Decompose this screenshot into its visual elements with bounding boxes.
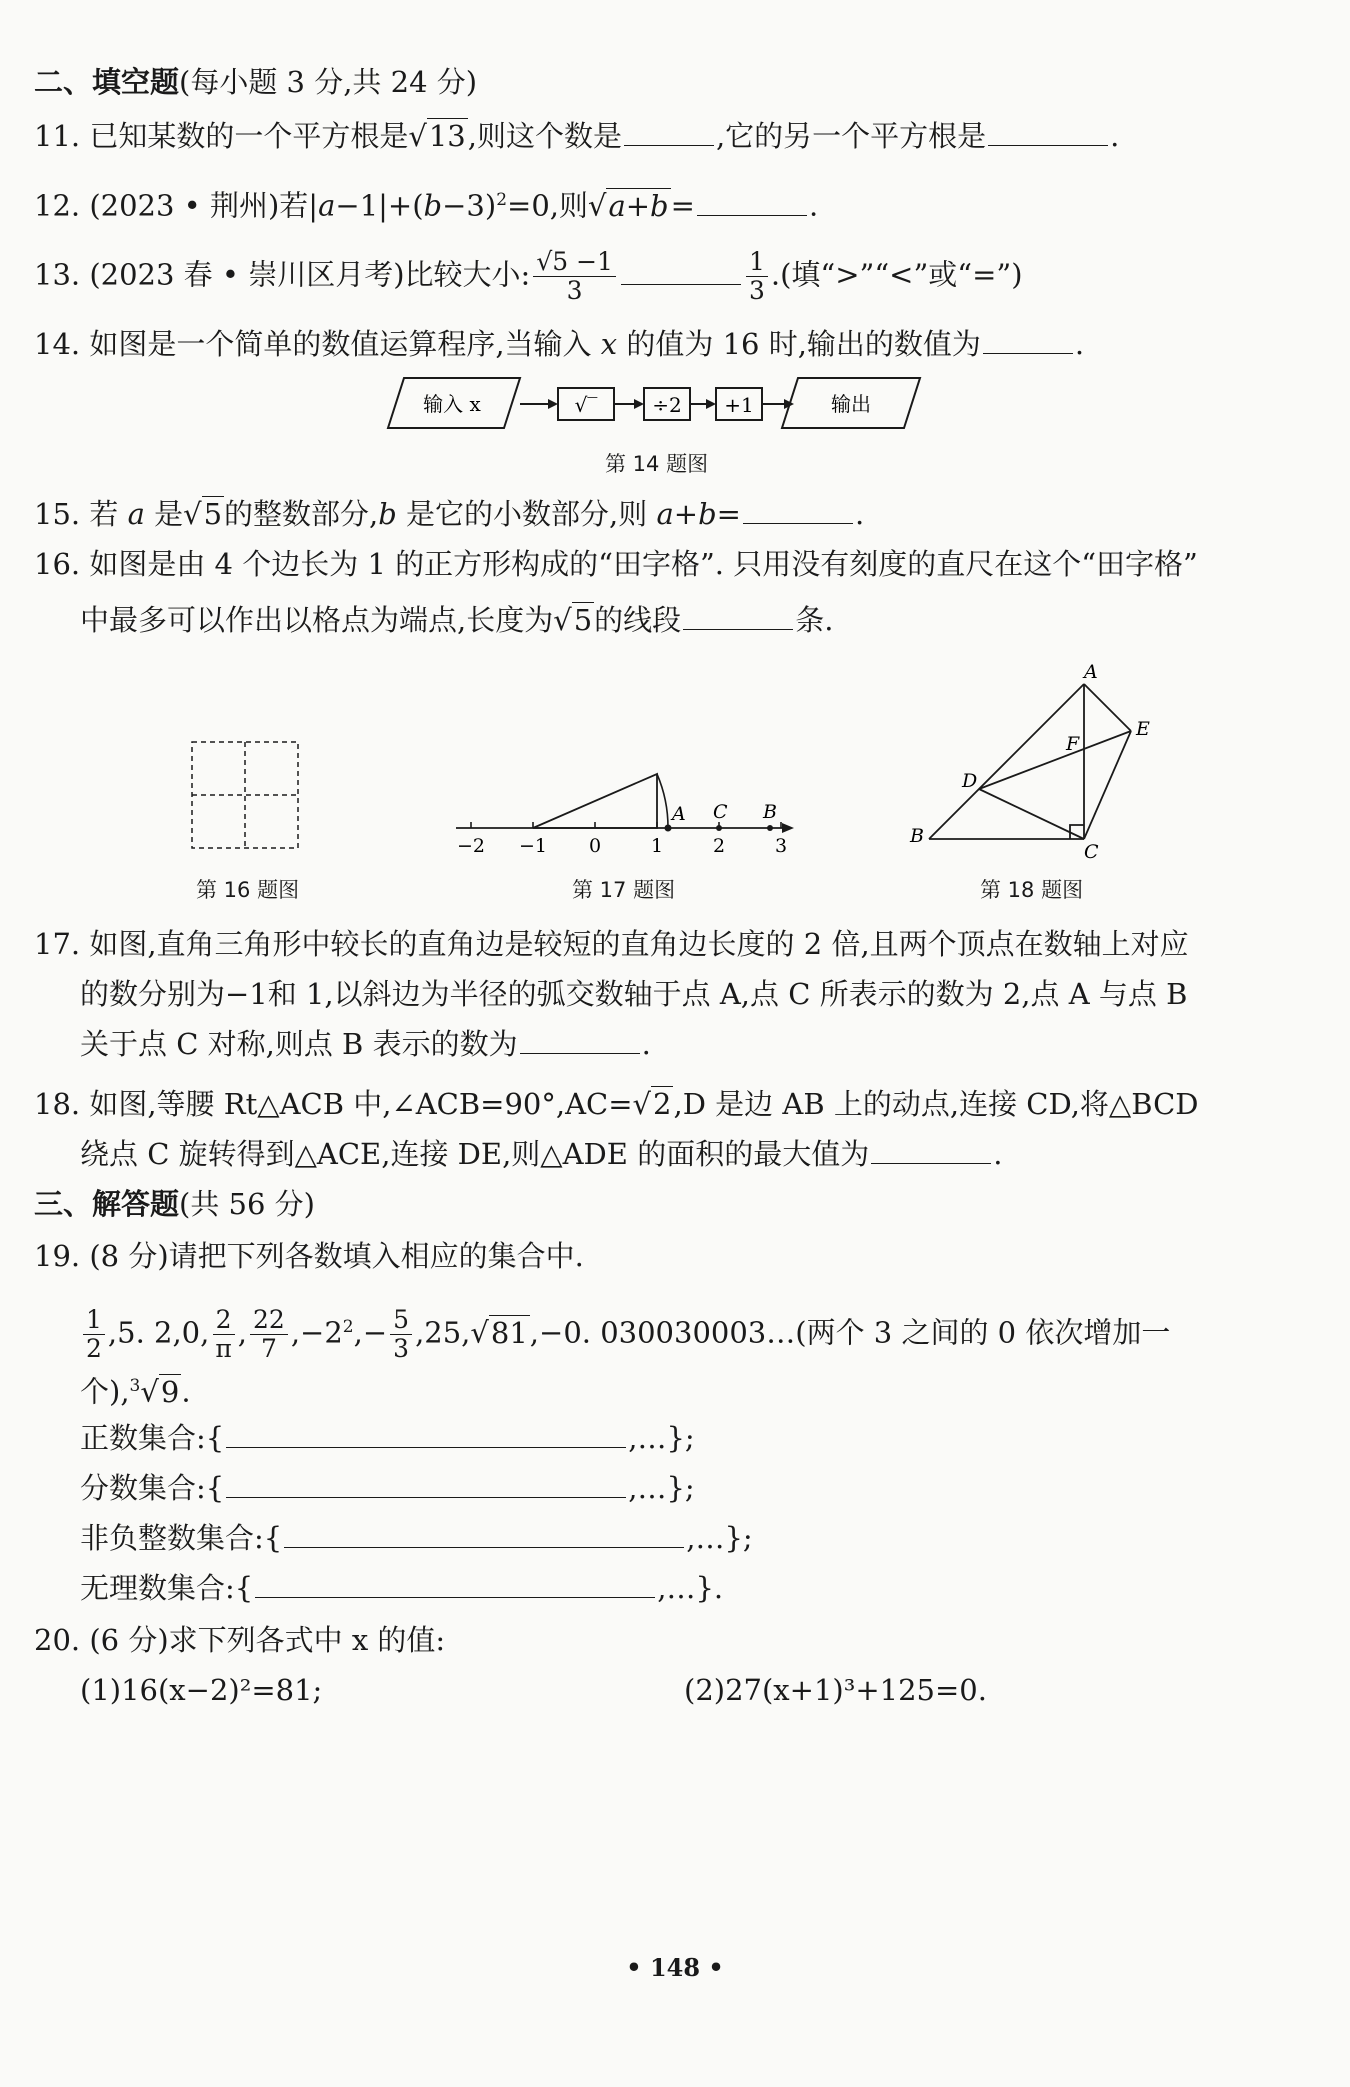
q18-text-c: 绕点 C 旋转得到△ACE,连接 DE,则△ADE 的面积的最大值为	[80, 1137, 870, 1171]
question-17-line3	[80, 1024, 1326, 1064]
question-17-line2: 的数分别为−1和 1,以斜边为半径的弧交数轴于点 A,点 C 所表示的数为 2,点 A 与点 B	[80, 977, 1188, 1011]
fig18-label-B: B	[910, 825, 924, 847]
answer-blank[interactable]	[624, 117, 714, 146]
q16-radicand: 5	[573, 603, 593, 637]
section2-heading	[34, 62, 1326, 102]
answer-blank[interactable]	[697, 187, 807, 216]
fig18-label-A: A	[1084, 661, 1098, 683]
question-12: 12. (2023 • 荆州)若$|a-1|+(b-3)^2=0$,则√a+b= .	[34, 188, 819, 223]
section2-note: (每小题 3 分,共 24 分)	[179, 65, 478, 99]
page-number: • 148 •	[626, 1953, 724, 1982]
flow-div-label: ÷2	[652, 393, 682, 417]
fig17-label-B: B	[763, 801, 777, 823]
q14-text-b: 的值为 16 时,输出的数值为	[626, 327, 981, 361]
q16-text-b: 的线段	[594, 603, 682, 637]
fig18-label-E: E	[1136, 718, 1150, 740]
q11-text-c: ,它的另一个平方根是	[715, 119, 987, 153]
question-15: 15. 若 a 是√5的整数部分,b 是它的小数部分,则 a+b= .	[34, 497, 865, 531]
set-end: ,…};	[628, 1421, 695, 1455]
question-20-part1: (1)16(x−2)²=81;	[80, 1673, 323, 1707]
question-17-line1: 17. 如图,直角三角形中较长的直角边是较短的直角边长度的 2 倍,且两个顶点在数轴上对应	[34, 927, 1189, 961]
set-end: ,…};	[686, 1521, 753, 1555]
q12-text-e: −3)	[442, 188, 497, 223]
set-label: 正数集合:{	[80, 1421, 225, 1455]
answer-blank[interactable]	[743, 495, 853, 524]
question-20-part2: (2)27(x+1)³+125=0.	[684, 1673, 987, 1707]
q12-exponent: 2	[496, 190, 508, 210]
question-13	[34, 248, 1326, 305]
q19-frac-3: $\frac{22}{7}$	[250, 1306, 288, 1363]
question-16-line2: 中最多可以作出以格点为端点,长度为√5的线段 条.	[80, 603, 834, 637]
fig17-label-C: C	[713, 801, 728, 823]
q19-radicand: 81	[490, 1315, 528, 1350]
q14-text: 14. 如图是一个简单的数值运算程序,当输入	[34, 327, 592, 361]
q12-text-c: −1|+(	[335, 188, 424, 223]
question-18-line2	[80, 1134, 1326, 1174]
set-label: 分数集合:{	[80, 1471, 225, 1505]
q11-text: 11. 已知某数的一个平方根是	[34, 119, 409, 153]
set-irrational	[80, 1568, 1326, 1608]
figure-18-triangle	[906, 652, 1176, 862]
set-label: 无理数集合:{	[80, 1571, 254, 1605]
fig18-label-C: C	[1084, 841, 1099, 862]
caption-fig16: 第 16 题图	[196, 878, 300, 902]
section3-heading	[34, 1184, 1326, 1224]
section3-title: 三、解答题	[34, 1187, 180, 1221]
section2-title: 二、填空题	[34, 65, 180, 99]
set-positive	[80, 1418, 1326, 1458]
flow-output-label: 输出	[831, 392, 871, 416]
set-answer-blank[interactable]	[255, 1569, 655, 1598]
flowchart-q14	[380, 374, 940, 436]
q14-var: x	[600, 327, 618, 361]
question-19-title: 19. (8 分)请把下列各数填入相应的集合中.	[34, 1239, 584, 1273]
q19-frac-1: $\frac{1}{2}$	[83, 1306, 105, 1363]
caption-fig14: 第 14 题图	[605, 452, 709, 476]
answer-blank[interactable]	[988, 117, 1108, 146]
q18-text-d: .	[993, 1137, 1003, 1171]
q12-radicand: a+b	[608, 188, 669, 223]
tick-label: 2	[712, 835, 726, 857]
question-19-numbers: $\frac{1}{2}$ ,5. 2,0, $\frac{2}{\pi}$ , $\frac{22}{7}$ $,-2^2,-$ $\frac{5}{3}$ ,25,√81,−0. 030030003…(两个 3 之间的 0 依次增加一	[80, 1296, 1326, 1364]
q16-text-c: 条.	[795, 603, 834, 637]
caption-fig18: 第 18 题图	[980, 878, 1084, 902]
question-19-line2: 个),$^3$√9.	[80, 1374, 191, 1409]
q19-text: ,−	[353, 1315, 388, 1350]
q18-text: 18. 如图,等腰 Rt△ACB 中,∠ACB=90°,AC=	[34, 1087, 633, 1121]
q19-text: ,25,	[415, 1315, 471, 1350]
tick-label: 0	[588, 835, 602, 857]
q12-text: 12. (2023 • 荆州)若|	[34, 188, 319, 223]
q15-text-b: 是	[154, 497, 184, 531]
q15-expr: a+b	[656, 497, 717, 531]
q15-text-c: 的整数部分,	[224, 497, 379, 531]
q15-text-f: =	[716, 497, 741, 531]
figure-16-grid	[188, 738, 304, 854]
set-fraction	[80, 1468, 1326, 1508]
set-label: 非负整数集合:{	[80, 1521, 283, 1555]
flow-input-label: 输入 x	[423, 392, 481, 416]
q19-text: ,5. 2,0,	[107, 1315, 210, 1350]
question-16-line1: 16. 如图是由 4 个边长为 1 的正方形构成的“田字格”. 只用没有刻度的直尺在这个“田字格”	[34, 547, 1198, 581]
fig17-label-A: A	[672, 803, 686, 825]
tick-label: −2	[456, 835, 486, 857]
q18-radicand: 2	[653, 1087, 672, 1121]
q15-radicand: 5	[203, 497, 223, 531]
q15-var: a	[127, 497, 145, 531]
q12-var: b	[423, 188, 443, 223]
answer-blank[interactable]	[871, 1135, 991, 1164]
q19-text: ,−2	[290, 1315, 343, 1350]
q13-fraction-2: $\frac{1}{3}$	[746, 248, 768, 305]
question-20-title: 20. (6 分)求下列各式中 x 的值:	[34, 1623, 446, 1657]
q19-text: .	[181, 1374, 191, 1409]
question-11: 11. 已知某数的一个平方根是√13,则这个数是 ,它的另一个平方根是 .	[34, 119, 1120, 153]
q19-exponent: 2	[342, 1317, 354, 1337]
section3-note: (共 56 分)	[179, 1187, 315, 1221]
q19-radicand: 9	[160, 1374, 180, 1409]
q12-var: a	[318, 188, 336, 223]
flow-add-label: +1	[724, 393, 754, 417]
question-14	[34, 324, 1326, 364]
q17-text: 关于点 C 对称,则点 B 表示的数为	[80, 1027, 518, 1061]
q15-text-d: 是它的小数部分,则	[406, 497, 648, 531]
q17-text-b: .	[641, 1027, 651, 1061]
q12-text-i: .	[808, 188, 819, 223]
q11-text-d: .	[1110, 119, 1120, 153]
set-end: ,…}.	[657, 1571, 724, 1605]
q14-text-c: .	[1074, 327, 1085, 361]
q15-text: 15. 若	[34, 497, 119, 531]
figure-17-number-line	[450, 760, 800, 860]
q15-text-g: .	[854, 497, 865, 531]
set-answer-blank[interactable]	[284, 1519, 684, 1548]
set-answer-blank[interactable]	[226, 1469, 626, 1498]
q19-frac-4: $\frac{5}{3}$	[390, 1306, 412, 1363]
q11-text-b: ,则这个数是	[467, 119, 622, 153]
fig18-label-D: D	[962, 770, 978, 792]
q19-text: ,−0. 030030003…(两个 3 之间的 0 依次增加一	[529, 1315, 1171, 1350]
set-answer-blank[interactable]	[226, 1419, 626, 1448]
q19-root-index: 3	[129, 1376, 141, 1396]
answer-blank[interactable]	[621, 256, 741, 285]
q19-frac-2: $\frac{2}{\pi}$	[212, 1306, 234, 1363]
q19-text: 个),	[80, 1374, 130, 1409]
q12-text-g: =0,则	[507, 188, 588, 223]
answer-blank[interactable]	[520, 1025, 640, 1054]
q12-text-h: =	[670, 188, 695, 223]
q13-text: 13. (2023 春 • 崇川区月考)比较大小:	[34, 257, 531, 292]
q13-text-b: .(填“>”“<”或“=”)	[770, 257, 1023, 292]
set-end: ,…};	[628, 1471, 695, 1505]
question-18-line1: 18. 如图,等腰 Rt△ACB 中,∠ACB=90°,AC=√2,D 是边 AB 上的动点,连接 CD,将△BCD	[34, 1087, 1199, 1121]
q18-text-b: ,D 是边 AB 上的动点,连接 CD,将△BCD	[673, 1087, 1199, 1121]
tick-label: −1	[518, 835, 548, 857]
q11-radicand: 13	[428, 119, 466, 153]
tick-label: 3	[774, 835, 788, 857]
q16-text: 中最多可以作出以格点为端点,长度为	[80, 603, 554, 637]
fig18-label-F: F	[1066, 733, 1080, 755]
answer-blank[interactable]	[683, 601, 793, 630]
tick-label: 1	[650, 835, 664, 857]
q13-fraction-1: $\frac{√5 -1}{3}$	[533, 248, 616, 305]
q19-text: ,	[237, 1315, 248, 1350]
caption-fig17: 第 17 题图	[572, 878, 676, 902]
q15-var: b	[378, 497, 397, 531]
set-nonnegative-integer	[80, 1518, 1326, 1558]
flow-sqrt-label: √‾	[574, 393, 598, 417]
answer-blank[interactable]	[983, 325, 1073, 354]
